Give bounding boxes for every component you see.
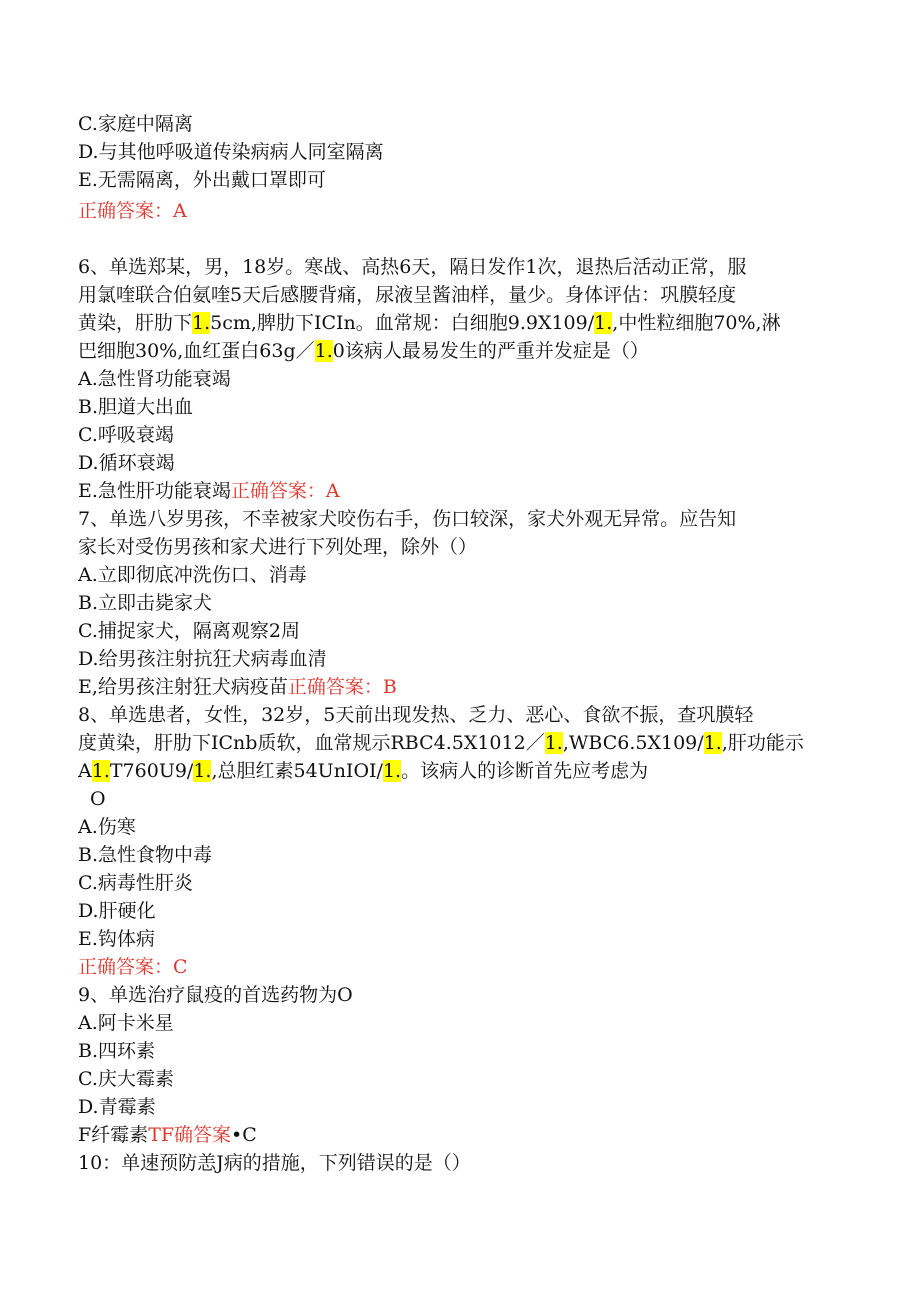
option-line: E.钩体病 — [78, 928, 155, 950]
option-line: A.阿卡米星 — [78, 1012, 174, 1034]
option-line: E,给男孩注射狂犬病疫苗正确答案：B — [78, 676, 397, 698]
highlight-mark: 1. — [544, 732, 563, 754]
option-line: D.肝硬化 — [78, 900, 156, 922]
correct-answer: 正确答案：C — [78, 956, 188, 978]
highlight-mark: 1. — [193, 760, 212, 782]
option-line: B.胆道大出血 — [78, 396, 194, 418]
option-line: F纤霉素TF确答案•C — [78, 1124, 257, 1146]
correct-answer: 正确答案：B — [287, 676, 397, 698]
option-line: B.立即击毙家犬 — [78, 592, 213, 614]
question-line: 用氯喹联合伯氨喹5天后感腰背痛，尿液呈酱油样，量少。身体评估：巩膜轻度 — [78, 284, 737, 306]
option-line: B.急性食物中毒 — [78, 844, 213, 866]
option-line: B.四环素 — [78, 1040, 156, 1062]
question-line: A1.T760U9/1.,总胆红素54UnIOI/1.。该病人的诊断首先应考虑为 — [78, 760, 649, 782]
option-line: C.捕捉家犬，隔离观察2周 — [78, 620, 300, 642]
option-line: D.青霉素 — [78, 1096, 156, 1118]
correct-answer: 正确答案：A — [78, 200, 187, 222]
option-line: C.庆大霉素 — [78, 1068, 174, 1090]
option-line: D.循环衰竭 — [78, 452, 175, 474]
option-line: D.给男孩注射抗狂犬病毒血清 — [78, 648, 327, 670]
option-line: A.急性肾功能衰竭 — [78, 368, 231, 390]
option-line: C.病毒性肝炎 — [78, 872, 193, 894]
answer-line — [78, 197, 848, 225]
question-line: 10：单速预防恙J病的措施，下列错误的是（） — [78, 1152, 471, 1174]
option-line: D.与其他呼吸道传染病病人同室隔离 — [78, 141, 384, 163]
question-line: 家长对受伤男孩和家犬进行下列处理，除外（） — [78, 536, 478, 558]
highlight-mark: 1. — [91, 760, 110, 782]
question-line: 黄染，肝肋下1.5cm,脾肋下ICIn。血常规：白细胞9.9X109/1.,中性粒细胞70%,淋 — [78, 312, 781, 334]
question-line: 巴细胞30%,血红蛋白63g／1.0该病人最易发生的严重并发症是（） — [78, 340, 649, 362]
correct-answer: TF确答案 — [148, 1124, 232, 1146]
question-line: 8、单选患者，女性，32岁，5天前出现发热、乏力、恶心、食欲不振，查巩膜轻 — [78, 704, 754, 726]
question-line: 7、单选八岁男孩，不幸被家犬咬伤右手，伤口较深，家犬外观无异常。应告知 — [78, 508, 737, 530]
question-line: O — [90, 788, 106, 810]
highlight-mark: 1. — [314, 340, 333, 362]
option-line: E.无需隔离，外出戴口罩即可 — [78, 169, 326, 191]
question-line: 度黄染，肝肋下ICnb质软，血常规示RBC4.5X1012／1.,WBC6.5X109/1.,肝功能示 — [78, 732, 804, 754]
correct-answer: 正确答案：A — [230, 480, 340, 502]
highlight-mark: 1. — [703, 732, 722, 754]
option-line: A.伤寒 — [78, 816, 136, 838]
highlight-mark: 1. — [192, 312, 211, 334]
option-line: C.呼吸衰竭 — [78, 424, 174, 446]
answer-line — [78, 953, 848, 981]
option-line: E.急性肝功能衰竭正确答案：A — [78, 480, 340, 502]
option-line: C.家庭中隔离 — [78, 113, 193, 135]
highlight-mark: 1. — [382, 760, 402, 782]
question-line: 9、单选治疗鼠疫的首选药物为O — [78, 984, 353, 1006]
question-line: 6、单选郑某，男，18岁。寒战、高热6天，隔日发作1次，退热后活动正常，服 — [78, 256, 747, 278]
option-line: A.立即彻底冲洗伤口、消毒 — [78, 564, 307, 586]
highlight-mark: 1. — [594, 312, 613, 334]
